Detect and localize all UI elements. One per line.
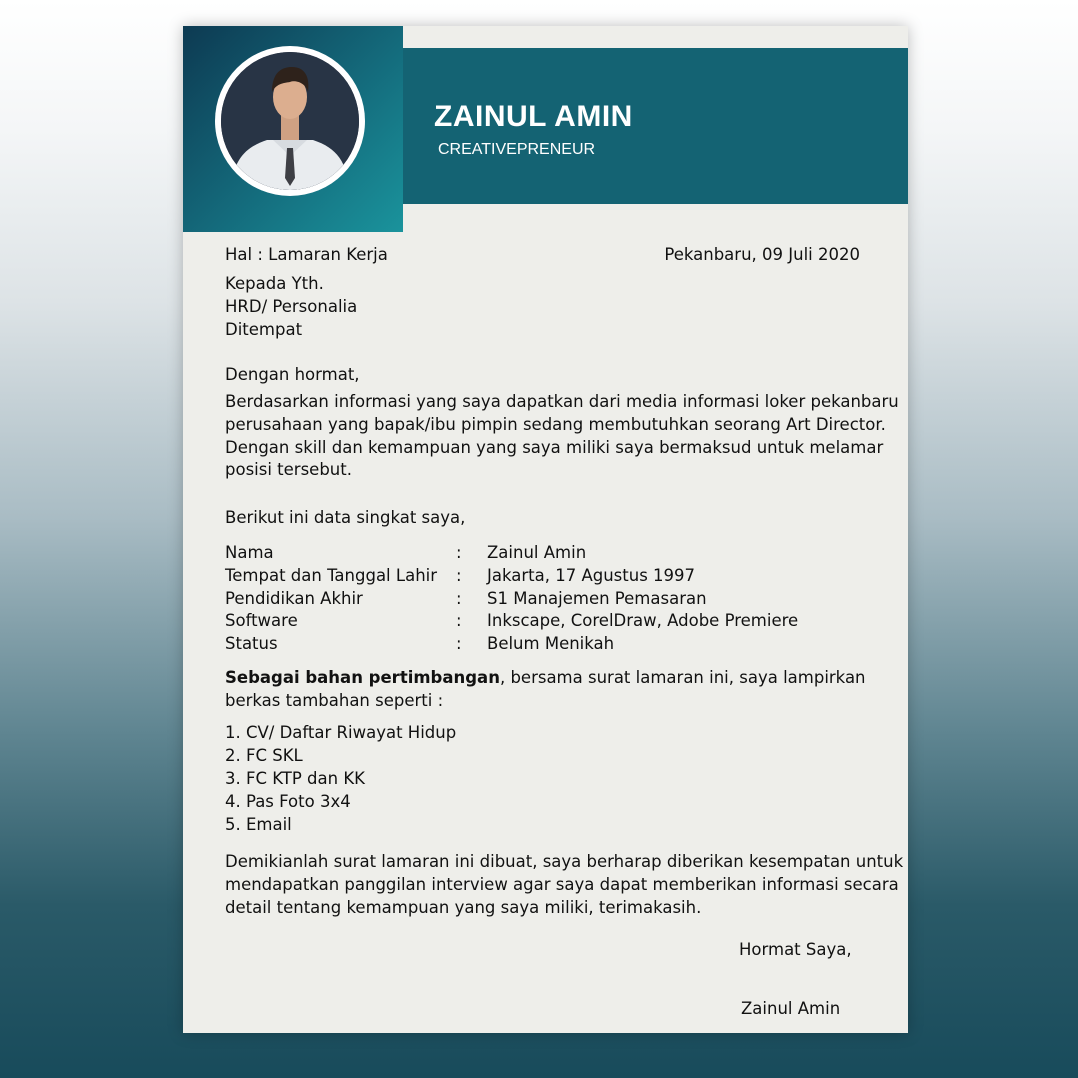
data-separator: : xyxy=(456,634,462,653)
attachment-item: 4. Pas Foto 3x4 xyxy=(225,792,351,811)
greeting: Dengan hormat, xyxy=(225,365,360,384)
recipient-line: Ditempat xyxy=(225,320,303,339)
closing-line: Demikianlah surat lamaran ini dibuat, saya berharap diberikan kesempatan untuk xyxy=(225,852,904,871)
data-label: Tempat dan Tanggal Lahir xyxy=(225,566,438,585)
applicant-name: ZAINUL AMIN xyxy=(434,100,633,133)
data-separator: : xyxy=(456,566,462,585)
data-value: Belum Menikah xyxy=(487,634,615,653)
intro-line: Berdasarkan informasi yang saya dapatkan dari media informasi loker pekanbaru xyxy=(225,392,899,411)
cover-letter-page xyxy=(183,26,908,1033)
place-date: Pekanbaru, 09 Juli 2020 xyxy=(664,245,860,264)
data-separator: : xyxy=(456,589,462,608)
regards: Hormat Saya, xyxy=(739,940,852,959)
profile-photo xyxy=(221,52,359,190)
data-separator: : xyxy=(456,611,462,630)
data-value: S1 Manajemen Pemasaran xyxy=(487,589,707,608)
intro-line: Dengan skill dan kemampuan yang saya miliki saya bermaksud untuk melamar xyxy=(225,438,884,457)
attachments-intro-bold: Sebagai bahan pertimbangan xyxy=(225,668,500,687)
data-label: Status xyxy=(225,634,278,653)
data-label: Pendidikan Akhir xyxy=(225,589,363,608)
closing-line: mendapatkan panggilan interview agar saya dapat memberikan informasi secara xyxy=(225,875,899,894)
photo-panel xyxy=(183,26,403,232)
attachments-intro xyxy=(225,667,866,690)
attachment-item: 2. FC SKL xyxy=(225,746,303,765)
attachments-intro-line2: berkas tambahan seperti : xyxy=(225,691,444,710)
attachment-item: 3. FC KTP dan KK xyxy=(225,769,365,788)
signature-name: Zainul Amin xyxy=(741,999,841,1018)
header-banner xyxy=(403,48,908,204)
applicant-title: CREATIVEPRENEUR xyxy=(438,141,596,158)
data-value: Inkscape, CorelDraw, Adobe Premiere xyxy=(487,611,799,630)
attachment-item: 5. Email xyxy=(225,815,292,834)
attachments-intro-rest: , bersama surat lamaran ini, saya lampirkan xyxy=(499,668,866,687)
photo-frame xyxy=(215,46,365,196)
recipient-line: HRD/ Personalia xyxy=(225,297,358,316)
man-portrait-icon xyxy=(221,52,359,190)
closing-line: detail tentang kemampuan yang saya miliki, terimakasih. xyxy=(225,898,702,917)
data-value: Jakarta, 17 Agustus 1997 xyxy=(487,566,696,585)
attachment-item: 1. CV/ Daftar Riwayat Hidup xyxy=(225,723,457,742)
recipient-line: Kepada Yth. xyxy=(225,274,324,293)
intro-line: perusahaan yang bapak/ibu pimpin sedang membutuhkan seorang Art Director. xyxy=(225,415,886,434)
data-heading: Berikut ini data singkat saya, xyxy=(225,508,466,527)
data-value: Zainul Amin xyxy=(487,543,587,562)
letter-subject: Hal : Lamaran Kerja xyxy=(225,245,388,264)
data-label: Software xyxy=(225,611,298,630)
intro-line: posisi tersebut. xyxy=(225,460,352,479)
data-label: Nama xyxy=(225,543,274,562)
data-separator: : xyxy=(456,543,462,562)
